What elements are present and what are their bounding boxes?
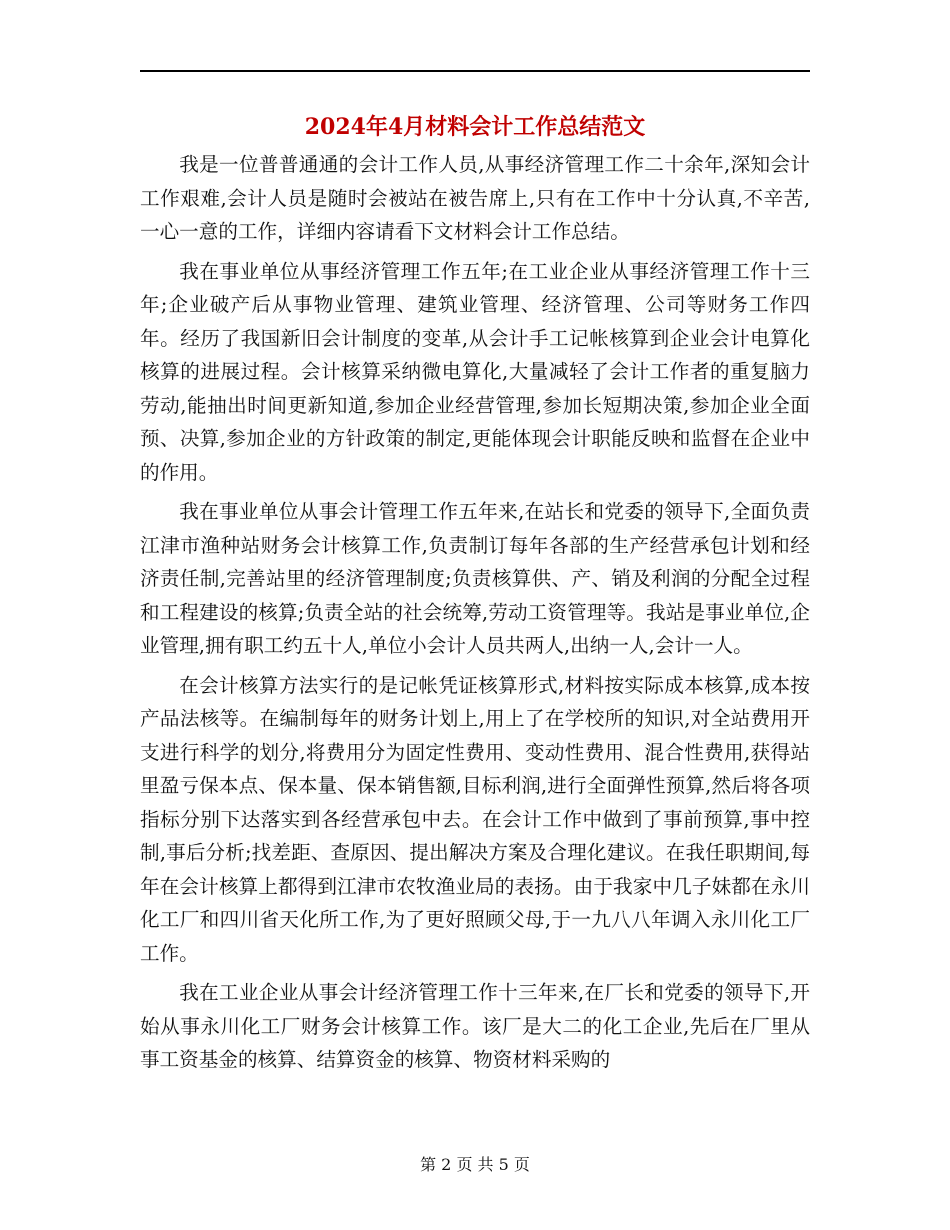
paragraph-1: 我是一位普普通通的会计工作人员,从事经济管理工作二十余年,深知会计工作艰难,会计人员是随时会被站在被告席上,只有在工作中十分认真,不辛苦,一心一意的工作，详细内容请看下文材料会计工作总结。 bbox=[140, 153, 810, 243]
paragraph-5: 我在工业企业从事会计经济管理工作十三年来,在厂长和党委的领导下,开始从事永川化工厂财务会计核算工作。该厂是大二的化工企业,先后在厂里从事工资基金的核算、结算资金的核算、物资材料采购的 bbox=[140, 981, 810, 1071]
header-rule bbox=[140, 70, 810, 72]
page-number-footer: 第 2 页 共 5 页 bbox=[420, 1155, 530, 1174]
paragraph-4: 在会计核算方法实行的是记帐凭证核算形式,材料按实际成本核算,成本按产品法核等。在编制每年的财务计划上,用上了在学校所的知识,对全站费用开支进行科学的划分,将费用分为固定性费用、变动性费用、混合性费用,获得站里盈亏保本点、保本量、保本销售额,目标利润,进行全面弹性预算,然后将各项指标分别下达落实到各经营承包中去。在会计工作中做到了事前预算,事中控制,事后分析;找差距、查原因、提出解决方案及合理化建议。在我任职期间,每年在会计核算上都得到江津市农牧渔业局的表扬。由于我家中几子妹都在永川化工厂和四川省天化所工作,为了更好照顾父母,于一九八八年调入永川化工厂工作。 bbox=[140, 673, 810, 965]
document-title: 2024年4月材料会计工作总结范文 bbox=[304, 114, 646, 140]
document-body bbox=[140, 148, 810, 1083]
paragraph-3: 我在事业单位从事会计管理工作五年来,在站长和党委的领导下,全面负责江津市渔种站财务会计核算工作,负责制订每年各部的生产经营承包计划和经济责任制,完善站里的经济管理制度;负责核算供、产、销及利润的分配全过程和工程建设的核算;负责全站的社会统筹,劳动工资管理等。我站是事业单位,企业管理,拥有职工约五十人,单位小会计人员共两人,出纳一人,会计一人。 bbox=[140, 500, 810, 657]
paragraph-2: 我在事业单位从事经济管理工作五年;在工业企业从事经济管理工作十三年;企业破产后从事物业管理、建筑业管理、经济管理、公司等财务工作四年。经历了我国新旧会计制度的变革,从会计手工记帐核算到企业会计电算化核算的进展过程。会计核算采纳微电算化,大量减轻了会计工作者的重复脑力劳动,能抽出时间更新知道,参加企业经营管理,参加长短期决策,参加企业全面预、决算,参加企业的方针政策的制定,更能体现会计职能反映和监督在企业中的作用。 bbox=[140, 259, 810, 484]
